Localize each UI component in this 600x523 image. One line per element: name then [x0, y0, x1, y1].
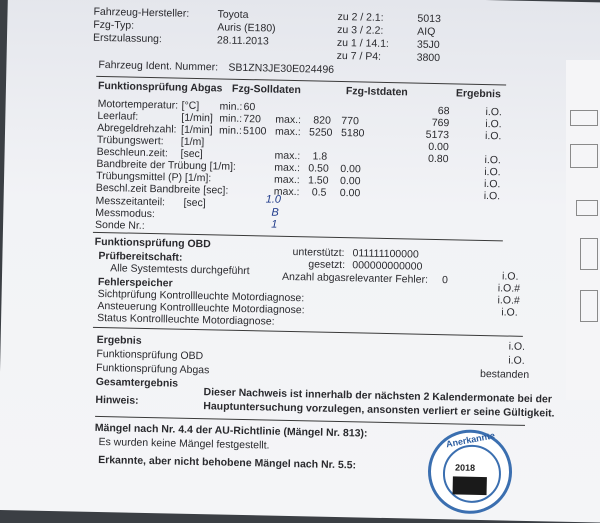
row-ist: 769 — [431, 116, 450, 130]
row-label: Bandbreite der Trübung [1/m]: — [96, 157, 236, 173]
row-max: 820 — [313, 114, 331, 127]
col-ergebnis-header: Ergebnis — [455, 87, 501, 101]
sonde-label: Sonde Nr.: — [94, 218, 145, 232]
zu21-value: 5013 — [417, 12, 441, 26]
erstzulassung-label: Erstzulassung: — [92, 31, 163, 46]
row-label: Trübungswert: — [96, 133, 164, 148]
ident-label: Fahrzeug Ident. Nummer: — [98, 58, 219, 74]
messzeitanteil-unit: [sec] — [183, 196, 206, 210]
row-max-label: max.: — [275, 113, 302, 127]
anzahl-value: 0 — [441, 274, 448, 287]
row-unit: [sec] — [180, 147, 203, 161]
background-paper-fragment — [566, 60, 600, 400]
ergebnis-obd-label: Funktionsprüfung OBD — [96, 347, 204, 363]
fehlerspeicher-label: Fehlerspeicher — [97, 275, 173, 290]
gesetzt-label: gesetzt: — [308, 258, 346, 272]
hinweis-line2: Hauptuntersuchung vorzulegen, ansonsten verliert er seine Gültigkeit. — [203, 400, 555, 420]
row-max-label: max.: — [273, 173, 300, 187]
erstzulassung-value: 28.11.2013 — [216, 34, 269, 48]
stamp-ring-text: Anerkannte — [445, 430, 496, 450]
stamp-year: 2018 — [454, 462, 476, 473]
ergebnis-obd-result: i.O. — [508, 340, 526, 353]
row-max-label: max.: — [273, 185, 300, 199]
row-min: 5100 — [242, 124, 267, 138]
row-label: Abregeldrehzahl: — [97, 121, 177, 136]
unterstuetzt-value: 011111100000 — [352, 247, 419, 261]
row-unit: [1/min] — [180, 123, 213, 137]
col-soll-header: Fzg-Solldaten — [231, 82, 301, 97]
row-label: Leerlauf: — [97, 109, 139, 123]
gesetzt-value: 000000000000 — [352, 259, 423, 273]
row-label: Motortemperatur: — [97, 97, 179, 112]
zu322-label: zu 3 / 2.2: — [337, 23, 384, 37]
row-ergebnis: i.O. — [484, 154, 502, 167]
row-unit: [1/min] — [181, 111, 213, 125]
typ-label: Fzg-Typ: — [93, 18, 135, 32]
inspection-stamp — [427, 429, 513, 515]
row-max-label: max.: — [274, 149, 301, 163]
row-ist: 0.80 — [427, 152, 449, 166]
row-min-label: min.: — [219, 112, 243, 125]
zu21-label: zu 2 / 2.1: — [337, 10, 384, 24]
row-ergebnis: i.O. — [484, 130, 502, 143]
ergebnis-title: Ergebnis — [96, 333, 142, 347]
row-ergebnis: i.O. — [484, 166, 501, 179]
row-min-label: min.: — [218, 124, 242, 137]
messzeitanteil-label: Messzeitanteil: — [95, 194, 166, 209]
col-ist-header: Fzg-Istdaten — [345, 85, 408, 99]
ergebnis-abgas-result: i.O. — [508, 354, 525, 367]
hinweis-label: Hinweis: — [95, 393, 139, 407]
row-max: 0.5 — [311, 186, 327, 199]
maengel-erkannte: Erkannte, aber nicht behobene Mängel nach Nr. 5.5: — [98, 453, 357, 472]
row-max-label: max.: — [274, 161, 301, 175]
row-ergebnis: i.O. — [485, 106, 503, 119]
bereitschaft-label: Prüfbereitschaft: — [98, 249, 183, 264]
row-min: 60 — [243, 100, 256, 114]
typ-value: Auris (E180) — [217, 21, 276, 35]
zu1141-value: 35J0 — [416, 38, 440, 52]
sichtpruefung-label: Sichtprüfung Kontrollleuchte Motordiagnose: — [97, 287, 305, 305]
ansteuerung-label: Ansteuerung Kontrollleuchte Motordiagnose: — [97, 299, 305, 317]
fragment-cell — [580, 290, 598, 322]
anzahl-label: Anzahl abgasrelevanter Fehler: — [281, 270, 429, 286]
zu7p4-label: zu 7 / P4: — [336, 49, 382, 63]
systemtests-result: i.O. — [501, 270, 519, 283]
row-max: 5250 — [308, 126, 333, 139]
row-ergebnis: i.O. — [483, 178, 501, 191]
hinweis-line1: Dieser Nachweis ist innerhalb der nächsten 2 Kalendermonate bei der — [203, 386, 553, 406]
row-label: Beschleun.zeit: — [96, 145, 168, 160]
obd-title: Funktionsprüfung OBD — [94, 235, 211, 251]
row-ergebnis: i.O. — [483, 190, 501, 203]
gesamt-result: bestanden — [479, 367, 530, 381]
zu1141-label: zu 1 / 14.1: — [336, 36, 390, 50]
abgas-title: Funktionsprüfung Abgas — [97, 79, 223, 95]
messmodus-value: B — [271, 206, 279, 219]
messzeitanteil-value: 1.0 — [265, 193, 282, 206]
row-ist: 0.00 — [428, 140, 449, 154]
ident-value: SB1ZN3JE30E024496 — [228, 61, 335, 76]
row-unit: [1/m] — [180, 135, 205, 149]
anzahl-result: i.O.# — [497, 282, 521, 295]
row-min-label: min.: — [219, 100, 243, 113]
row-max: 1.8 — [312, 150, 328, 163]
row-max: 0.50 — [308, 162, 329, 175]
maengel-title: Mängel nach Nr. 4.4 der AU-Richtlinie (Mängel Nr. 813): — [94, 421, 368, 440]
row-label: Beschl.zeit Bandbreite [sec]: — [95, 181, 229, 197]
unterstuetzt-label: unterstützt: — [292, 246, 345, 260]
row-ist: 5173 — [425, 128, 450, 142]
row-extra: 5180 — [340, 127, 365, 140]
fragment-cell — [570, 144, 598, 168]
row-max-label: max.: — [274, 125, 301, 139]
row-extra: 770 — [341, 115, 359, 128]
hersteller-label: Fahrzeug-Hersteller: — [93, 5, 190, 20]
row-max: 1.50 — [307, 174, 329, 187]
hersteller-value: Toyota — [217, 8, 249, 22]
row-label: Trübungsmittel (P) [1/m]: — [96, 169, 212, 185]
row-extra: 0.00 — [339, 186, 361, 200]
status-label: Status Kontrollleuchte Motordiagnose: — [97, 311, 275, 328]
ergebnis-abgas-label: Funktionsprüfung Abgas — [95, 361, 210, 377]
zu322-value: AIQ — [417, 25, 436, 38]
row-extra: 0.00 — [339, 174, 361, 188]
divider — [93, 327, 523, 337]
sonde-value: 1 — [271, 218, 278, 231]
row-unit: [°C] — [181, 99, 200, 113]
sichtpruefung-result: i.O.# — [497, 294, 520, 307]
row-ergebnis: i.O. — [485, 118, 502, 131]
zu7p4-value: 3800 — [416, 51, 441, 65]
fragment-cell — [580, 238, 598, 270]
maengel-keine: Es wurden keine Mängel festgestellt. — [98, 435, 270, 452]
row-extra: 0.00 — [340, 163, 361, 176]
stamp-emblem-icon — [453, 476, 487, 495]
systemtests-label: Alle Systemtests durchgeführt — [110, 262, 250, 278]
row-ist: 68 — [437, 105, 450, 118]
row-min: 720 — [243, 112, 262, 126]
gesamt-label: Gesamtergebnis — [95, 375, 179, 390]
messmodus-label: Messmodus: — [95, 206, 155, 221]
fragment-cell — [570, 110, 598, 126]
ansteuerung-result: i.O. — [501, 306, 518, 319]
fragment-cell — [576, 200, 598, 216]
